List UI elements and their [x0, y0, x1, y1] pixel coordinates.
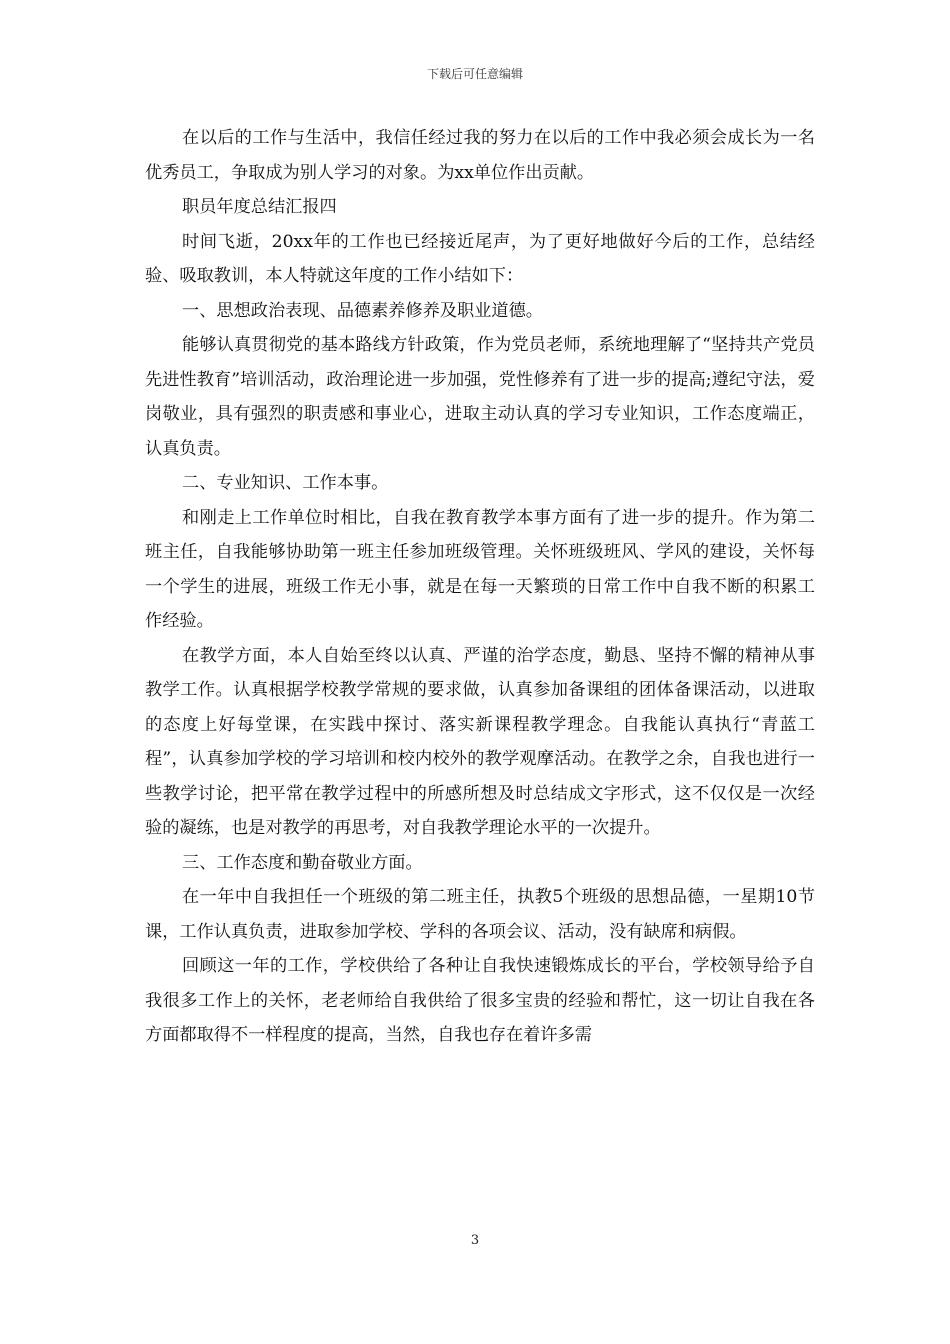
heading-professional-ability: 二、专业知识、工作本事。 [182, 473, 389, 493]
page-header-note: 下载后可任意编辑 [426, 67, 523, 81]
page-number: 3 [470, 1233, 480, 1248]
paragraph-closing-remarks: 在以后的工作与生活中，我信任经过我的努力在以后的工作中我必须会成长为一名优秀员工，争取成为别人学习的对象。为xx单位作出贡献。 [145, 128, 815, 183]
paragraph-teaching: 在教学方面，本人自始至终以认真、严谨的治学态度，勤恳、坚持不懈的精神从事教学工作。认真根据学校教学常规的要求做，认真参加备课组的团体备课活动，以进取的态度上好每堂课，在实践中探讨、落实新课程教学理念。自我能认真执行“青蓝工程”，认真参加学校的学习培训和校内校外的教学观摩活动。在教学之余，自我也进行一些教学讨论，把平常在教学过程中的所感所想及时总结成文字形式，这不仅仅是一次经验的凝练，也是对教学的再思考，对自我教学理论水平的一次提升。 [145, 645, 815, 838]
paragraph-workload: 在一年中自我担任一个班级的第二班主任，执教5个班级的思想品德，一星期10节课，工作认真负责，进取参加学校、学科的各项会议、活动，没有缺席和病假。 [145, 887, 815, 942]
paragraph-review: 回顾这一年的工作，学校供给了各种让自我快速锻炼成长的平台，学校领导给予自我很多工作上的关怀，老老师给自我供给了很多宝贵的经验和帮忙，这一切让自我在各方面都取得不一样程度的提高，当然，自我也存在着许多需 [145, 956, 815, 1045]
paragraph-political-performance: 能够认真贯彻党的基本路线方针政策，作为党员老师，系统地理解了“坚持共产党员先进性教育”培训活动，政治理论进一步加强，党性修养有了进一步的提高;遵纪守法，爱岗敬业，具有强烈的职责感和事业心，进取主动认真的学习专业知识，工作态度端正，认真负责。 [145, 335, 815, 459]
section-title: 职员年度总结汇报四 [182, 197, 337, 217]
document-body [145, 121, 815, 1053]
paragraph-intro: 时间飞逝，20xx年的工作也已经接近尾声，为了更好地做好今后的工作，总结经验、吸取教训，本人特就这年度的工作小结如下： [145, 231, 815, 286]
paragraph-class-management: 和刚走上工作单位时相比，自我在教育教学本事方面有了进一步的提升。作为第二班主任，自我能够协助第一班主任参加班级管理。关怀班级班风、学风的建设，关怀每一个学生的进展，班级工作无小事，就是在每一天繁琐的日常工作中自我不断的积累工作经验。 [145, 507, 815, 631]
heading-political-performance: 一、思想政治表现、品德素养修养及职业道德。 [182, 300, 543, 321]
heading-work-attitude: 三、工作态度和勤奋敬业方面。 [182, 852, 423, 873]
